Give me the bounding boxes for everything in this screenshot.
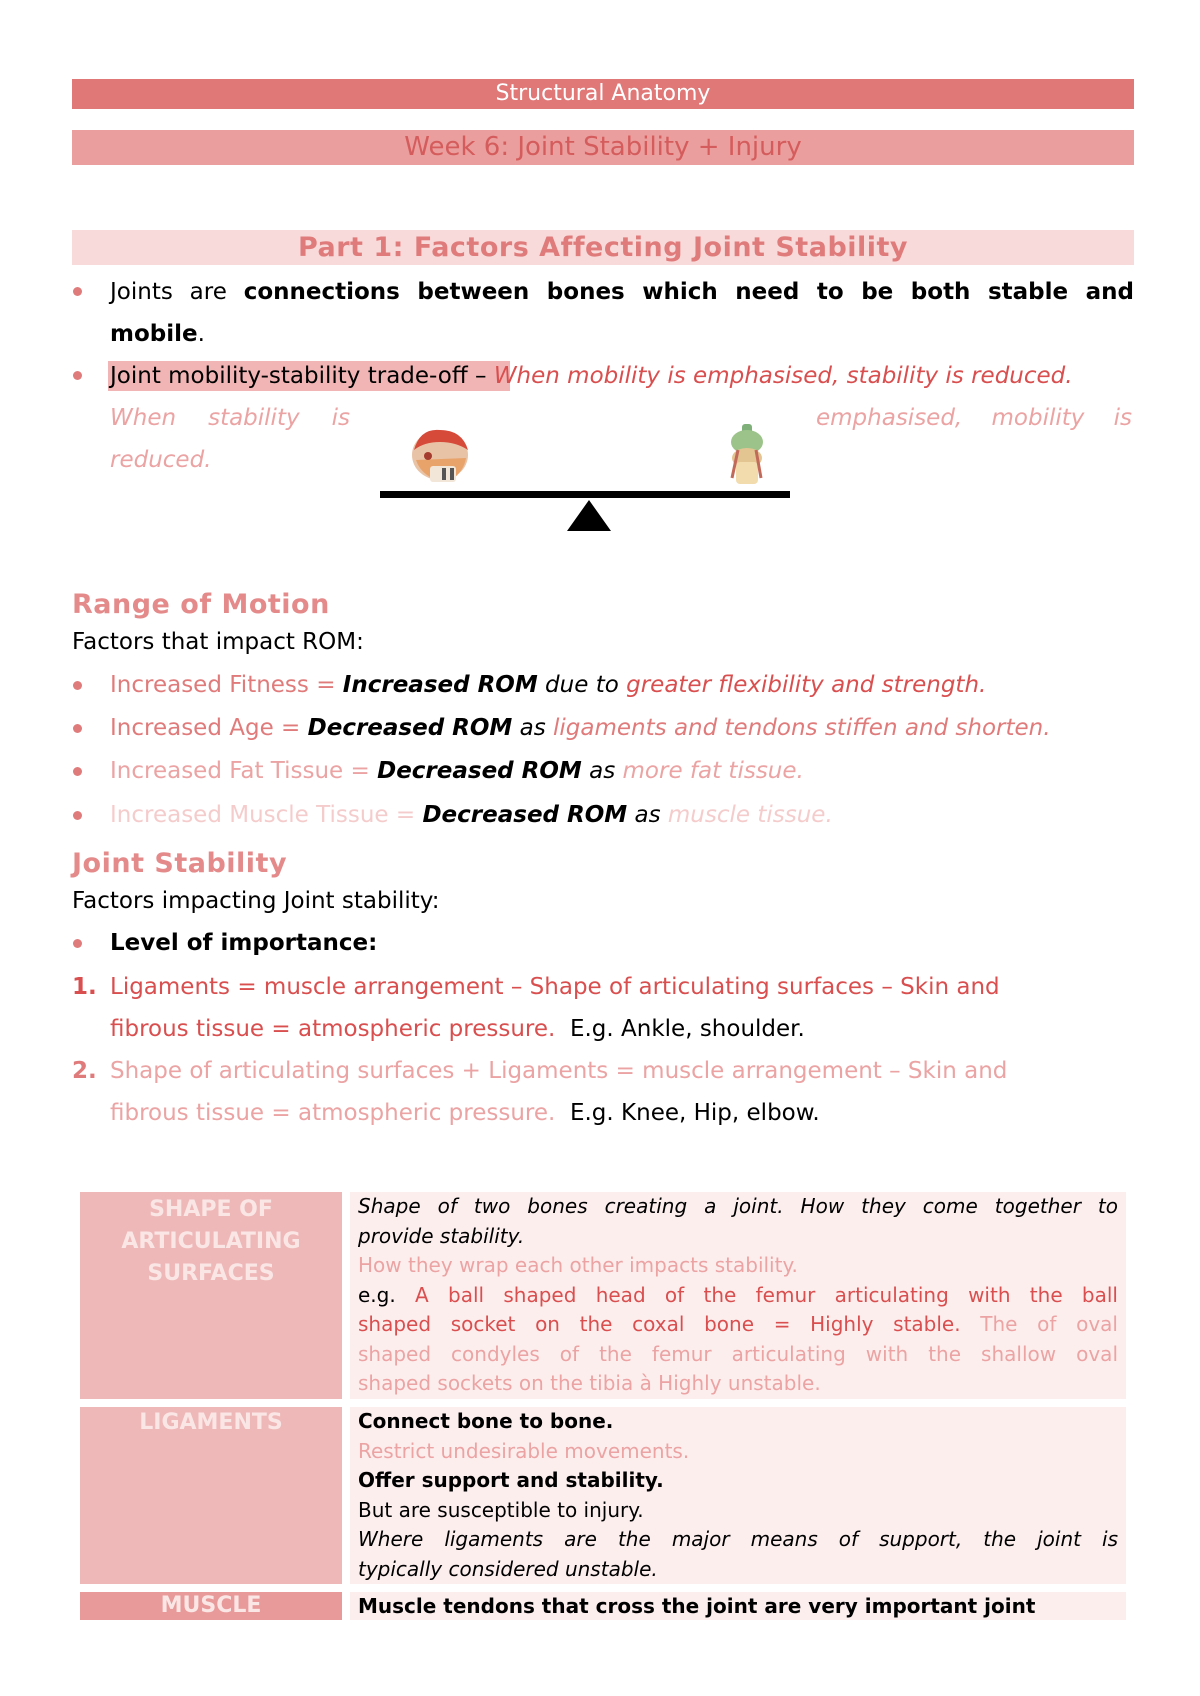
week-title-bar bbox=[72, 130, 1134, 165]
table-row2-header: LIGAMENTS bbox=[80, 1407, 342, 1584]
rom-item-4: Increased Muscle Tissue = Decreased ROM as muscle tissue. bbox=[110, 802, 833, 828]
table-row1-header: SHAPE OF ARTICULATING SURFACES bbox=[80, 1192, 342, 1399]
table-row3-header: MUSCLE bbox=[80, 1592, 342, 1620]
bullet-icon bbox=[73, 811, 82, 820]
rom-intro: Factors that impact ROM: bbox=[72, 629, 364, 655]
week-title: Week 6: Joint Stability + Injury bbox=[404, 132, 802, 162]
seesaw-fulcrum-icon bbox=[567, 500, 611, 531]
stability-heading: Joint Stability bbox=[72, 848, 288, 879]
table-row3-content: Muscle tendons that cross the joint are very important joint bbox=[350, 1592, 1126, 1620]
rom-item-2: Increased Age = Decreased ROM as ligaments and tendons stiffen and shorten. bbox=[110, 715, 1051, 741]
stability-item-2-line2: fibrous tissue = atmospheric pressure. E.g. Knee, Hip, elbow. bbox=[110, 1100, 820, 1126]
stability-intro: Factors impacting Joint stability: bbox=[72, 888, 440, 914]
bullet-icon bbox=[73, 939, 82, 948]
seesaw-plank bbox=[380, 491, 790, 498]
part1-bullet2-line1: Joint mobility-stability trade-off – When mobility is emphasised, stability is reduced. bbox=[110, 363, 1073, 389]
table-row1-content: Shape of two bones creating a joint. How they come together to provide stability. How they wrap each other impacts stability. e.g. A ball shaped head of the femur articulating with the ball shaped socket on the coxal bone = Highly stable. The of oval shaped condyles of the femur articulating with the shallow oval shaped sockets on the tibia à Highly unstable. bbox=[350, 1192, 1126, 1399]
skull-icon bbox=[412, 430, 468, 482]
part1-bullet2-line3: reduced. bbox=[110, 447, 212, 473]
rom-heading: Range of Motion bbox=[72, 589, 330, 620]
part1-title-bar bbox=[72, 230, 1134, 265]
table-row2-content: Connect bone to bone. Restrict undesirable movements. Offer support and stability. But are susceptible to injury. Where ligaments are the major means of support, the joint is typically considered unstable. bbox=[350, 1407, 1126, 1584]
seesaw-illustration bbox=[380, 420, 800, 535]
part1-bullet2-line2-right: emphasised, mobility is bbox=[816, 405, 1132, 431]
rom-item-3: Increased Fat Tissue = Decreased ROM as more fat tissue. bbox=[110, 758, 804, 784]
course-title-bar bbox=[72, 79, 1134, 109]
bullet-icon bbox=[73, 681, 82, 690]
list-number-2: 2. bbox=[72, 1058, 97, 1084]
list-number-1: 1. bbox=[72, 974, 97, 1000]
part1-bullet2-line2-left: When stability is bbox=[110, 405, 350, 431]
part1-title: Part 1: Factors Affecting Joint Stability bbox=[297, 232, 909, 263]
stability-item-2-line1: Shape of articulating surfaces + Ligaments = muscle arrangement – Skin and bbox=[110, 1058, 1008, 1084]
level-of-importance: Level of importance: bbox=[110, 930, 378, 956]
part1-bullet1-line1: Joints are connections between bones which need to be both stable and bbox=[110, 279, 1135, 305]
rom-item-1: Increased Fitness = Increased ROM due to greater flexibility and strength. bbox=[110, 672, 987, 698]
stability-item-1-line2: fibrous tissue = atmospheric pressure. E.g. Ankle, shoulder. bbox=[110, 1016, 805, 1042]
bullet-icon bbox=[73, 767, 82, 776]
bullet-icon bbox=[73, 287, 82, 296]
stability-item-1-line1: Ligaments = muscle arrangement – Shape of articulating surfaces – Skin and bbox=[110, 974, 1000, 1000]
bullet-icon bbox=[73, 724, 82, 733]
joint-bone-icon bbox=[731, 424, 763, 484]
course-title: Structural Anatomy bbox=[495, 81, 711, 106]
bullet-icon bbox=[73, 371, 82, 380]
part1-bullet1-line2: mobile. bbox=[110, 321, 205, 347]
